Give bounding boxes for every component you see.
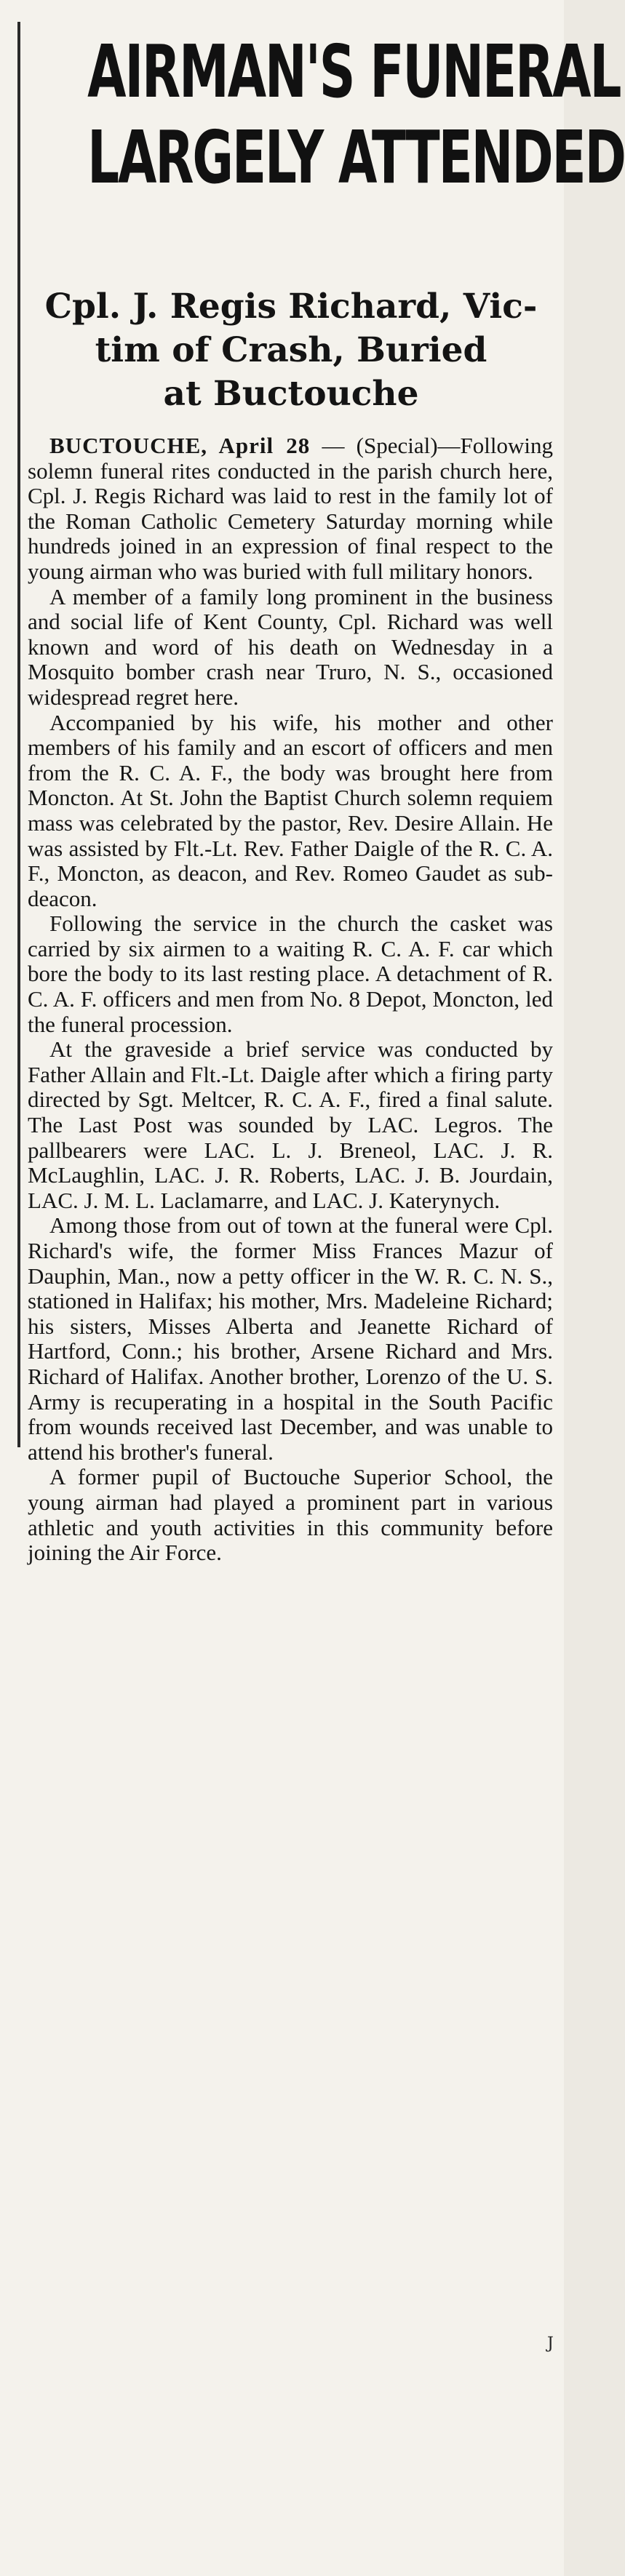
paragraph-1 (28, 433, 553, 585)
subhead-line-3: at Buctouche (163, 374, 419, 414)
paragraph-4: Following the service in the church the casket was carried by six airmen to a waiting R. C. A. F. car which bore the body to its last resting place. A detachment of R. C. A. F. officers and men from No. 8 Depot, Moncton, led the funeral procession. (28, 911, 553, 1037)
subhead-line-1: Cpl. J. Regis Richard, Vic- (44, 287, 538, 327)
subhead-line-2: tim of Crash, Buried (95, 330, 487, 370)
article-body (28, 433, 553, 1566)
headline-line-1: AIRMAN'S FUNERAL (87, 29, 621, 114)
column-rule (17, 22, 20, 1447)
headline (0, 29, 625, 204)
margin-mark: J (547, 2335, 554, 2353)
paragraph-6: Among those from out of town at the funeral were Cpl. Richard's wife, the former Miss Frances Mazur of Dauphin, Man., now a petty officer in the W. R. C. N. S., stationed in Halifax; his mother, Mrs. Madeleine Richard; his sisters, Misses Alberta and Jeanette Richard of Hartford, Conn.; his brother, Arsene Richard and Mrs. Richard of Halifax. Another brother, Lorenzo of the U. S. Army is recuperating in a hospital in the South Pacific from wounds received last December, and was unable to attend his brother's funeral. (28, 1212, 553, 1465)
paragraph-5: At the graveside a brief service was conducted by Father Allain and Flt.-Lt. Daigle after which a firing party directed by Sgt. Meltcer, R. C. A. F., fired a final salute. The Last Post was sounded by LAC. Legros. The pallbearers were LAC. L. J. Breneol, LAC. J. R. McLaughlin, LAC. J. R. Roberts, LAC. J. B. Jourdain, LAC. J. M. L. Laclamarre, and LAC. J. Katerynych. (28, 1036, 553, 1213)
subheadline (29, 285, 553, 416)
dateline: BUCTOUCHE, April 28 (49, 433, 311, 458)
paragraph-2: A member of a family long prominent in the business and social life of Kent County, Cpl. Richard was well known and word of his death on Wednesday in a Mosquito bomber crash near Truro, N. S., occasioned widespread regret here. (28, 583, 553, 710)
paragraph-7: A former pupil of Buctouche Superior School, the young airman had played a prominent part in various athletic and youth activities in this community before joining the Air Force. (28, 1464, 553, 1566)
paragraph-1-text: — (Special)—Following solemn funeral rites conducted in the parish church here, Cpl. J. Regis Richard was laid to rest in the family lot of the Roman Catholic Cemetery Saturday morning while hundreds joined in an expression of final respect to the young airman who was buried with full military honors. (28, 433, 553, 584)
paragraph-3: Accompanied by his wife, his mother and other members of his family and an escort of officers and men from the R. C. A. F., the body was brought here from Moncton. At St. John the Baptist Church solemn requiem mass was celebrated by the pastor, Rev. Desire Allain. He was assisted by Flt.-Lt. Rev. Father Daigle of the R. C. A. F., Moncton, as deacon, and Rev. Romeo Gaudet as sub-deacon. (28, 709, 553, 911)
headline-line-2: LARGELY ATTENDED (87, 115, 625, 200)
